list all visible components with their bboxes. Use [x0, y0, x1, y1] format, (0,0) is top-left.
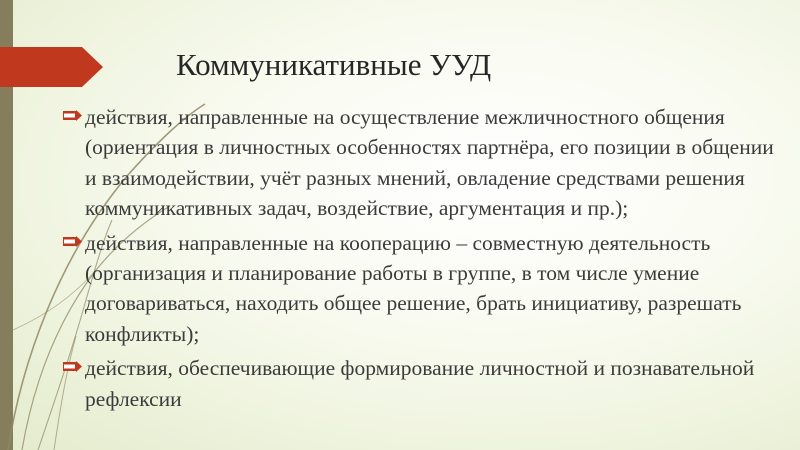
bullet-text: действия, направленные на кооперацию – совместную деятельность (организация и планирование работы в группе, в том числе умение договариваться, находить общее решение, брать инициативу, разрешать конфликты); [85, 230, 742, 346]
bullet-item [62, 353, 786, 414]
bullet-text: действия, обеспечивающие формирование личностной и познавательной рефлексии [85, 356, 755, 411]
bullet-item [62, 102, 786, 224]
slide-title: Коммуникативные УУД [176, 47, 492, 82]
bullet-text: действия, направленные на осуществление межличностного общения (ориентация в личностных особенностях партнёра, его позиции в общении и взаимодействии, учёт разных мнений, овладение средствами решения коммуникативных задач, воздействие, аргументация и пр.); [85, 105, 774, 221]
bullet-list [62, 102, 786, 418]
bullet-item [62, 228, 786, 350]
arrow-right-icon [63, 236, 82, 247]
arrow-right-icon [63, 110, 82, 121]
title-arrow-icon [0, 47, 103, 87]
arrow-right-icon [63, 361, 82, 372]
